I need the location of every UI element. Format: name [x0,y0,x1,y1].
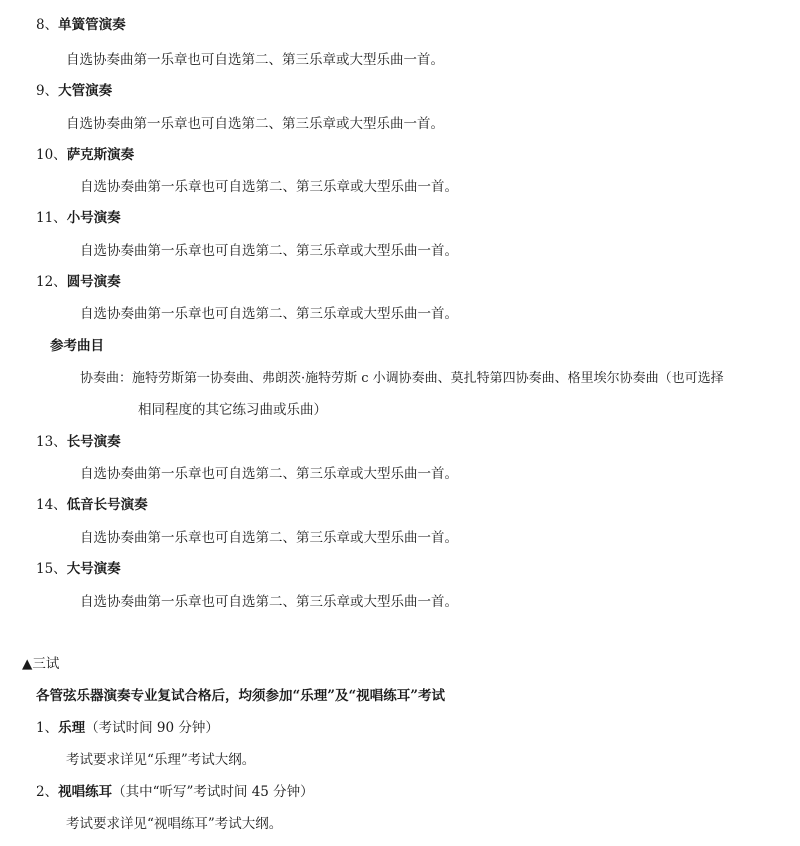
section-body-13: 自选协奏曲第一乐章也可自选第二、第三乐章或大型乐曲一首。 [80,466,458,482]
section-body-10: 自选协奏曲第一乐章也可自选第二、第三乐章或大型乐曲一首。 [80,179,458,195]
section-body-8: 自选协奏曲第一乐章也可自选第二、第三乐章或大型乐曲一首。 [66,52,444,68]
third-round-intro: 各管弦乐器演奏专业复试合格后，均须参加“乐理”及“视唱练耳”考试 [36,688,446,704]
section-body-15: 自选协奏曲第一乐章也可自选第二、第三乐章或大型乐曲一首。 [80,594,458,610]
section-heading-12: 12、圆号演奏 [36,274,121,290]
section-body-12: 自选协奏曲第一乐章也可自选第二、第三乐章或大型乐曲一首。 [80,306,458,322]
third-round-item-1: 1、乐理（考试时间 90 分钟） [36,720,219,736]
section-heading-8: 8、单簧管演奏 [36,17,126,33]
section-heading-15: 15、大号演奏 [36,561,121,577]
section-body-11: 自选协奏曲第一乐章也可自选第二、第三乐章或大型乐曲一首。 [80,243,458,259]
third-round-item-1-body: 考试要求详见“乐理”考试大纲。 [66,752,256,768]
reference-heading: 参考曲目 [50,338,104,354]
third-round-heading: ▲三试 [22,656,60,672]
third-round-item-2-body: 考试要求详见“视唱练耳”考试大纲。 [66,816,283,832]
reference-line-1: 协奏曲：施特劳斯第一协奏曲、弗朗茨·施特劳斯 c 小调协奏曲、莫扎特第四协奏曲、格里埃尔协奏曲（也可选择 [80,371,724,386]
section-heading-9: 9、大管演奏 [36,83,113,99]
reference-line-2: 相同程度的其它练习曲或乐曲） [138,402,327,418]
section-heading-13: 13、长号演奏 [36,434,121,450]
section-heading-11: 11、小号演奏 [36,210,121,226]
third-round-item-2: 2、视唱练耳（其中“听写”考试时间 45 分钟） [36,784,314,800]
section-body-14: 自选协奏曲第一乐章也可自选第二、第三乐章或大型乐曲一首。 [80,530,458,546]
section-body-9: 自选协奏曲第一乐章也可自选第二、第三乐章或大型乐曲一首。 [66,116,444,132]
section-heading-14: 14、低音长号演奏 [36,497,148,513]
section-heading-10: 10、萨克斯演奏 [36,147,135,163]
